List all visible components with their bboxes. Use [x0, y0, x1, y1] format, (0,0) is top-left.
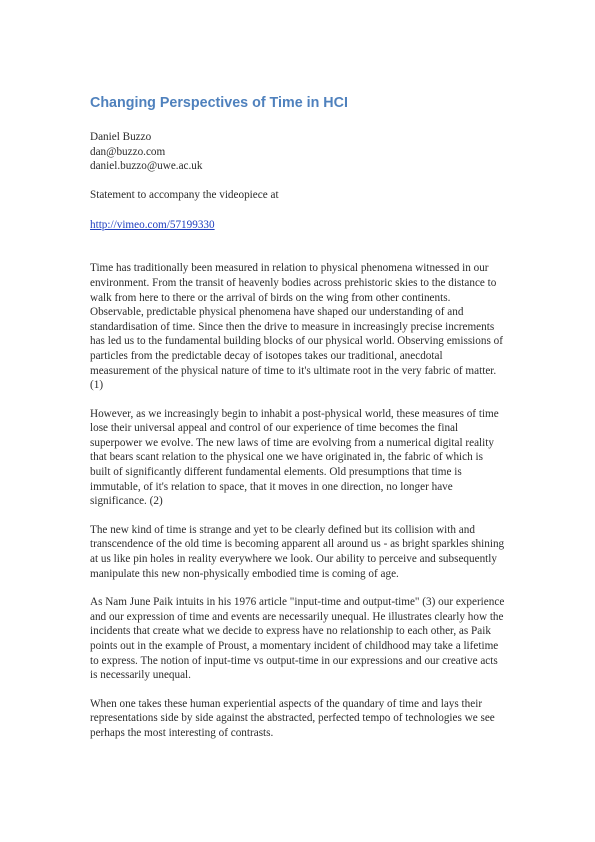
- document-title: Changing Perspectives of Time in HCI: [90, 95, 348, 111]
- document-body: [90, 94, 505, 741]
- author-email-secondary: daniel.buzzo@uwe.ac.uk: [90, 160, 203, 173]
- paragraph-4: As Nam June Paik intuits in his 1976 article "input-time and output-time" (3) our experience and our expression of time and events are necessarily unequal. He illustrates clearly how the incidents that create what we decide to express have no relationship to each other, as Paik points out in the example of Proust, a momentary incident of childhood may take a lifetime to express. The notion of input-time vs output-time in our expressions and our creative acts is necessarily unequal.: [90, 596, 505, 682]
- statement-text: Statement to accompany the videopiece at: [90, 189, 279, 202]
- author-name: Daniel Buzzo: [90, 131, 152, 143]
- paragraph-1: Time has traditionally been measured in relation to physical phenomena witnessed in our environment. From the transit of heavenly bodies across prehistoric skies to the distance to walk from here to there or the arrival of birds on the wing from other continents. Observable, predictable physical phenomena have shaped our understanding of and standardisation of time. Since then the drive to measure in increasingly precise increments has led us to the fundamental building blocks of our physical world. Observing emissions of particles from the predictable decay of isotopes takes our traditional, anecdotal measurement of the physical nature of time to it's ultimate root in the very fabric of matter. (1): [90, 262, 503, 392]
- paragraph-3: The new kind of time is strange and yet to be clearly defined but its collision with and transcendence of the old time is becoming apparent all around us - as bright sparkles shining at us like pin holes in reality everywhere we look. Our ability to perceive and subsequently manipulate this new non-physically embodied time is coming of age.: [90, 523, 505, 580]
- paragraph-2: However, as we increasingly begin to inhabit a post-physical world, these measures of time lose their universal appeal and control of our experience of time becomes the final superpower we evolve. The new laws of time are evolving from a numerical digital reality that bears scant relation to the physical one we have originated in, the fabric of which is built of significantly different fundamental elements. Old presumptions that time is immutable, of it's relation to space, that it moves in one direction, no longer have significance. (2): [90, 407, 499, 508]
- paragraph-5: When one takes these human experiential aspects of the quandary of time and lays their representations side by side against the abstracted, perfected tempo of technologies we see perhaps the most interesting of contrasts.: [90, 697, 495, 739]
- video-link[interactable]: http://vimeo.com/57199330: [90, 218, 215, 231]
- author-email-primary: dan@buzzo.com: [90, 145, 166, 158]
